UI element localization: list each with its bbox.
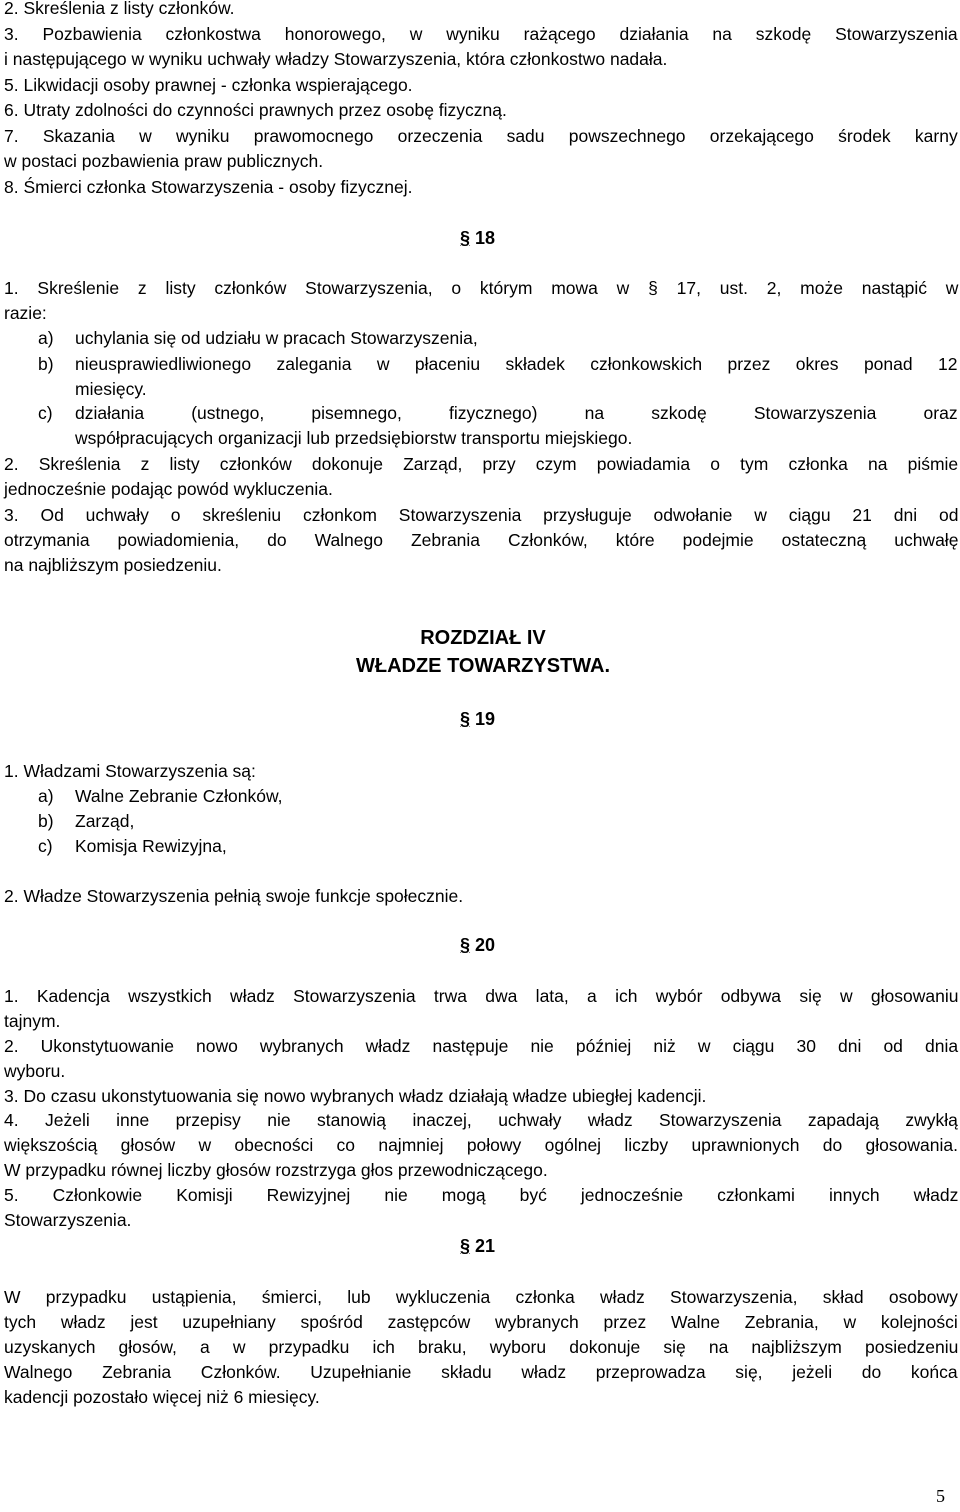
s19-p1: 1. Władzami Stowarzyszenia są: (4, 761, 256, 781)
s18-c-line-1: działania (ustnego, pisemnego, fizycznego) na szkodę Stowarzyszenia oraz (75, 403, 958, 423)
list-item-6: 6. Utraty zdolności do czynności prawnych przez osobę fizyczną. (4, 100, 507, 120)
s19-c-marker: c) (38, 836, 53, 856)
s21-line-3: uzyskanych głosów, a w przypadku ich braku, wyboru dokonuje się na najbliższym posiedzeniu (4, 1337, 959, 1357)
list-item-8: 8. Śmierci członka Stowarzyszenia - osoby fizycznej. (4, 177, 413, 197)
s20-p1-line-2: tajnym. (4, 1011, 61, 1031)
s18-p3-line-2: otrzymania powiadomienia, do Walnego Zebrania Członków, które podejmie ostateczną uchwałę (4, 530, 959, 550)
s19-a-marker: a) (38, 786, 54, 806)
section-19-heading (460, 707, 495, 732)
list-item-3-line-2: i następującego w wyniku uchwały władzy Stowarzyszenia, która członkostwo nadała. (4, 49, 668, 69)
list-item-5: 5. Likwidacji osoby prawnej - członka wspierającego. (4, 75, 413, 95)
list-item-3-line-1: 3. Pozbawienia członkostwa honorowego, w wyniku rażącego działania na szkodę Stowarzyszenia (4, 24, 958, 44)
s18-b-marker: b) (38, 354, 54, 374)
s18-p1-line-2: razie: (4, 303, 47, 323)
s18-b-line-1: nieusprawiedliwionego zalegania w płaceniu składek członkowskich przez okres ponad 12 (75, 354, 958, 374)
s18-p3-line-3: na najbliższym posiedzeniu. (4, 555, 222, 575)
s18-c-line-2: współpracujących organizacji lub przedsiębiorstw transportu miejskiego. (75, 428, 633, 448)
s20-p4-line-2: większością głosów w obecności co najmniej połowy ogólnej liczby uprawnionych do głosowania. (4, 1135, 958, 1155)
section-number: 18 (475, 228, 496, 248)
section-number: 21 (475, 1236, 496, 1256)
section-sign: § (460, 1236, 471, 1256)
section-number: 20 (475, 935, 496, 955)
section-sign: § (460, 709, 471, 729)
list-item-7-line-2: w postaci pozbawienia praw publicznych. (4, 151, 324, 171)
chapter-subtitle: WŁADZE TOWARZYSTWA. (355, 655, 611, 677)
s20-p1-line-1: 1. Kadencja wszystkich władz Stowarzyszenia trwa dwa lata, a ich wybór odbywa się w głosowaniu (4, 986, 959, 1006)
s19-b-marker: b) (38, 811, 54, 831)
s18-p1-line-1: 1. Skreślenie z listy członków Stowarzyszenia, o którym mowa w § 17, ust. 2, może nastąpić w (4, 278, 959, 298)
chapter-title: ROZDZIAŁ IV (420, 627, 546, 649)
section-18-heading (460, 226, 495, 251)
s21-line-4: Walnego Zebrania Członków. Uzupełnianie składu władz przeprowadza się, jeżeli do końca (4, 1362, 958, 1382)
s20-p4-line-1: 4. Jeżeli inne przepisy nie stanowią inaczej, uchwały władz Stowarzyszenia zapadają zwykłą (4, 1110, 958, 1130)
section-sign: § (460, 228, 471, 248)
s18-a-marker: a) (38, 328, 54, 348)
s20-p2-line-1: 2. Ukonstytuowanie nowo wybranych władz następuje nie później niż w ciągu 30 dni od dnia (4, 1036, 959, 1056)
section-20-heading (460, 933, 495, 958)
s18-c-marker: c) (38, 403, 53, 423)
s20-p2-line-2: wyboru. (4, 1061, 66, 1081)
s20-p3: 3. Do czasu ukonstytuowania się nowo wybranych władz działają władze ubiegłej kadencji. (4, 1086, 707, 1106)
s20-p5-line-2: Stowarzyszenia. (4, 1210, 132, 1230)
section-21-heading (460, 1234, 495, 1259)
list-item-2: 2. Skreślenia z listy członków. (4, 0, 235, 18)
s18-p3-line-1: 3. Od uchwały o skreśleniu członkom Stowarzyszenia przysługuje odwołanie w ciągu 21 dni od (4, 505, 959, 525)
s19-a-text: Walne Zebranie Członków, (75, 786, 283, 806)
s18-a-text: uchylania się od udziału w pracach Stowarzyszenia, (75, 328, 478, 348)
section-number: 19 (475, 709, 496, 729)
s20-p4-line-3: W przypadku równej liczby głosów rozstrzyga głos przewodniczącego. (4, 1160, 548, 1180)
section-sign: § (460, 935, 471, 955)
s19-c-text: Komisja Rewizyjna, (75, 836, 227, 856)
page-number: 5 (936, 1486, 945, 1506)
s18-p2-line-1: 2. Skreślenia z listy członków dokonuje Zarząd, przy czym powiadamia o tym członka na piśmie (4, 454, 959, 474)
s21-line-1: W przypadku ustąpienia, śmierci, lub wykluczenia członka władz Stowarzyszenia, skład osobowy (4, 1287, 958, 1307)
s20-p5-line-1: 5. Członkowie Komisji Rewizyjnej nie mogą być jednocześnie członkami innych władz (4, 1185, 959, 1205)
s21-line-2: tych władz jest uzupełniany spośród zastępców wybranych przez Walne Zebrania, w kolejności (4, 1312, 958, 1332)
list-item-7-line-1: 7. Skazania w wyniku prawomocnego orzeczenia sadu powszechnego orzekającego środek karny (4, 126, 958, 146)
s18-p2-line-2: jednocześnie podając powód wykluczenia. (4, 479, 333, 499)
s19-b-text: Zarząd, (75, 811, 135, 831)
s19-p2: 2. Władze Stowarzyszenia pełnią swoje funkcje społecznie. (4, 886, 464, 906)
s21-line-5: kadencji pozostało więcej niż 6 miesięcy. (4, 1387, 320, 1407)
s18-b-line-2: miesięcy. (75, 379, 147, 399)
